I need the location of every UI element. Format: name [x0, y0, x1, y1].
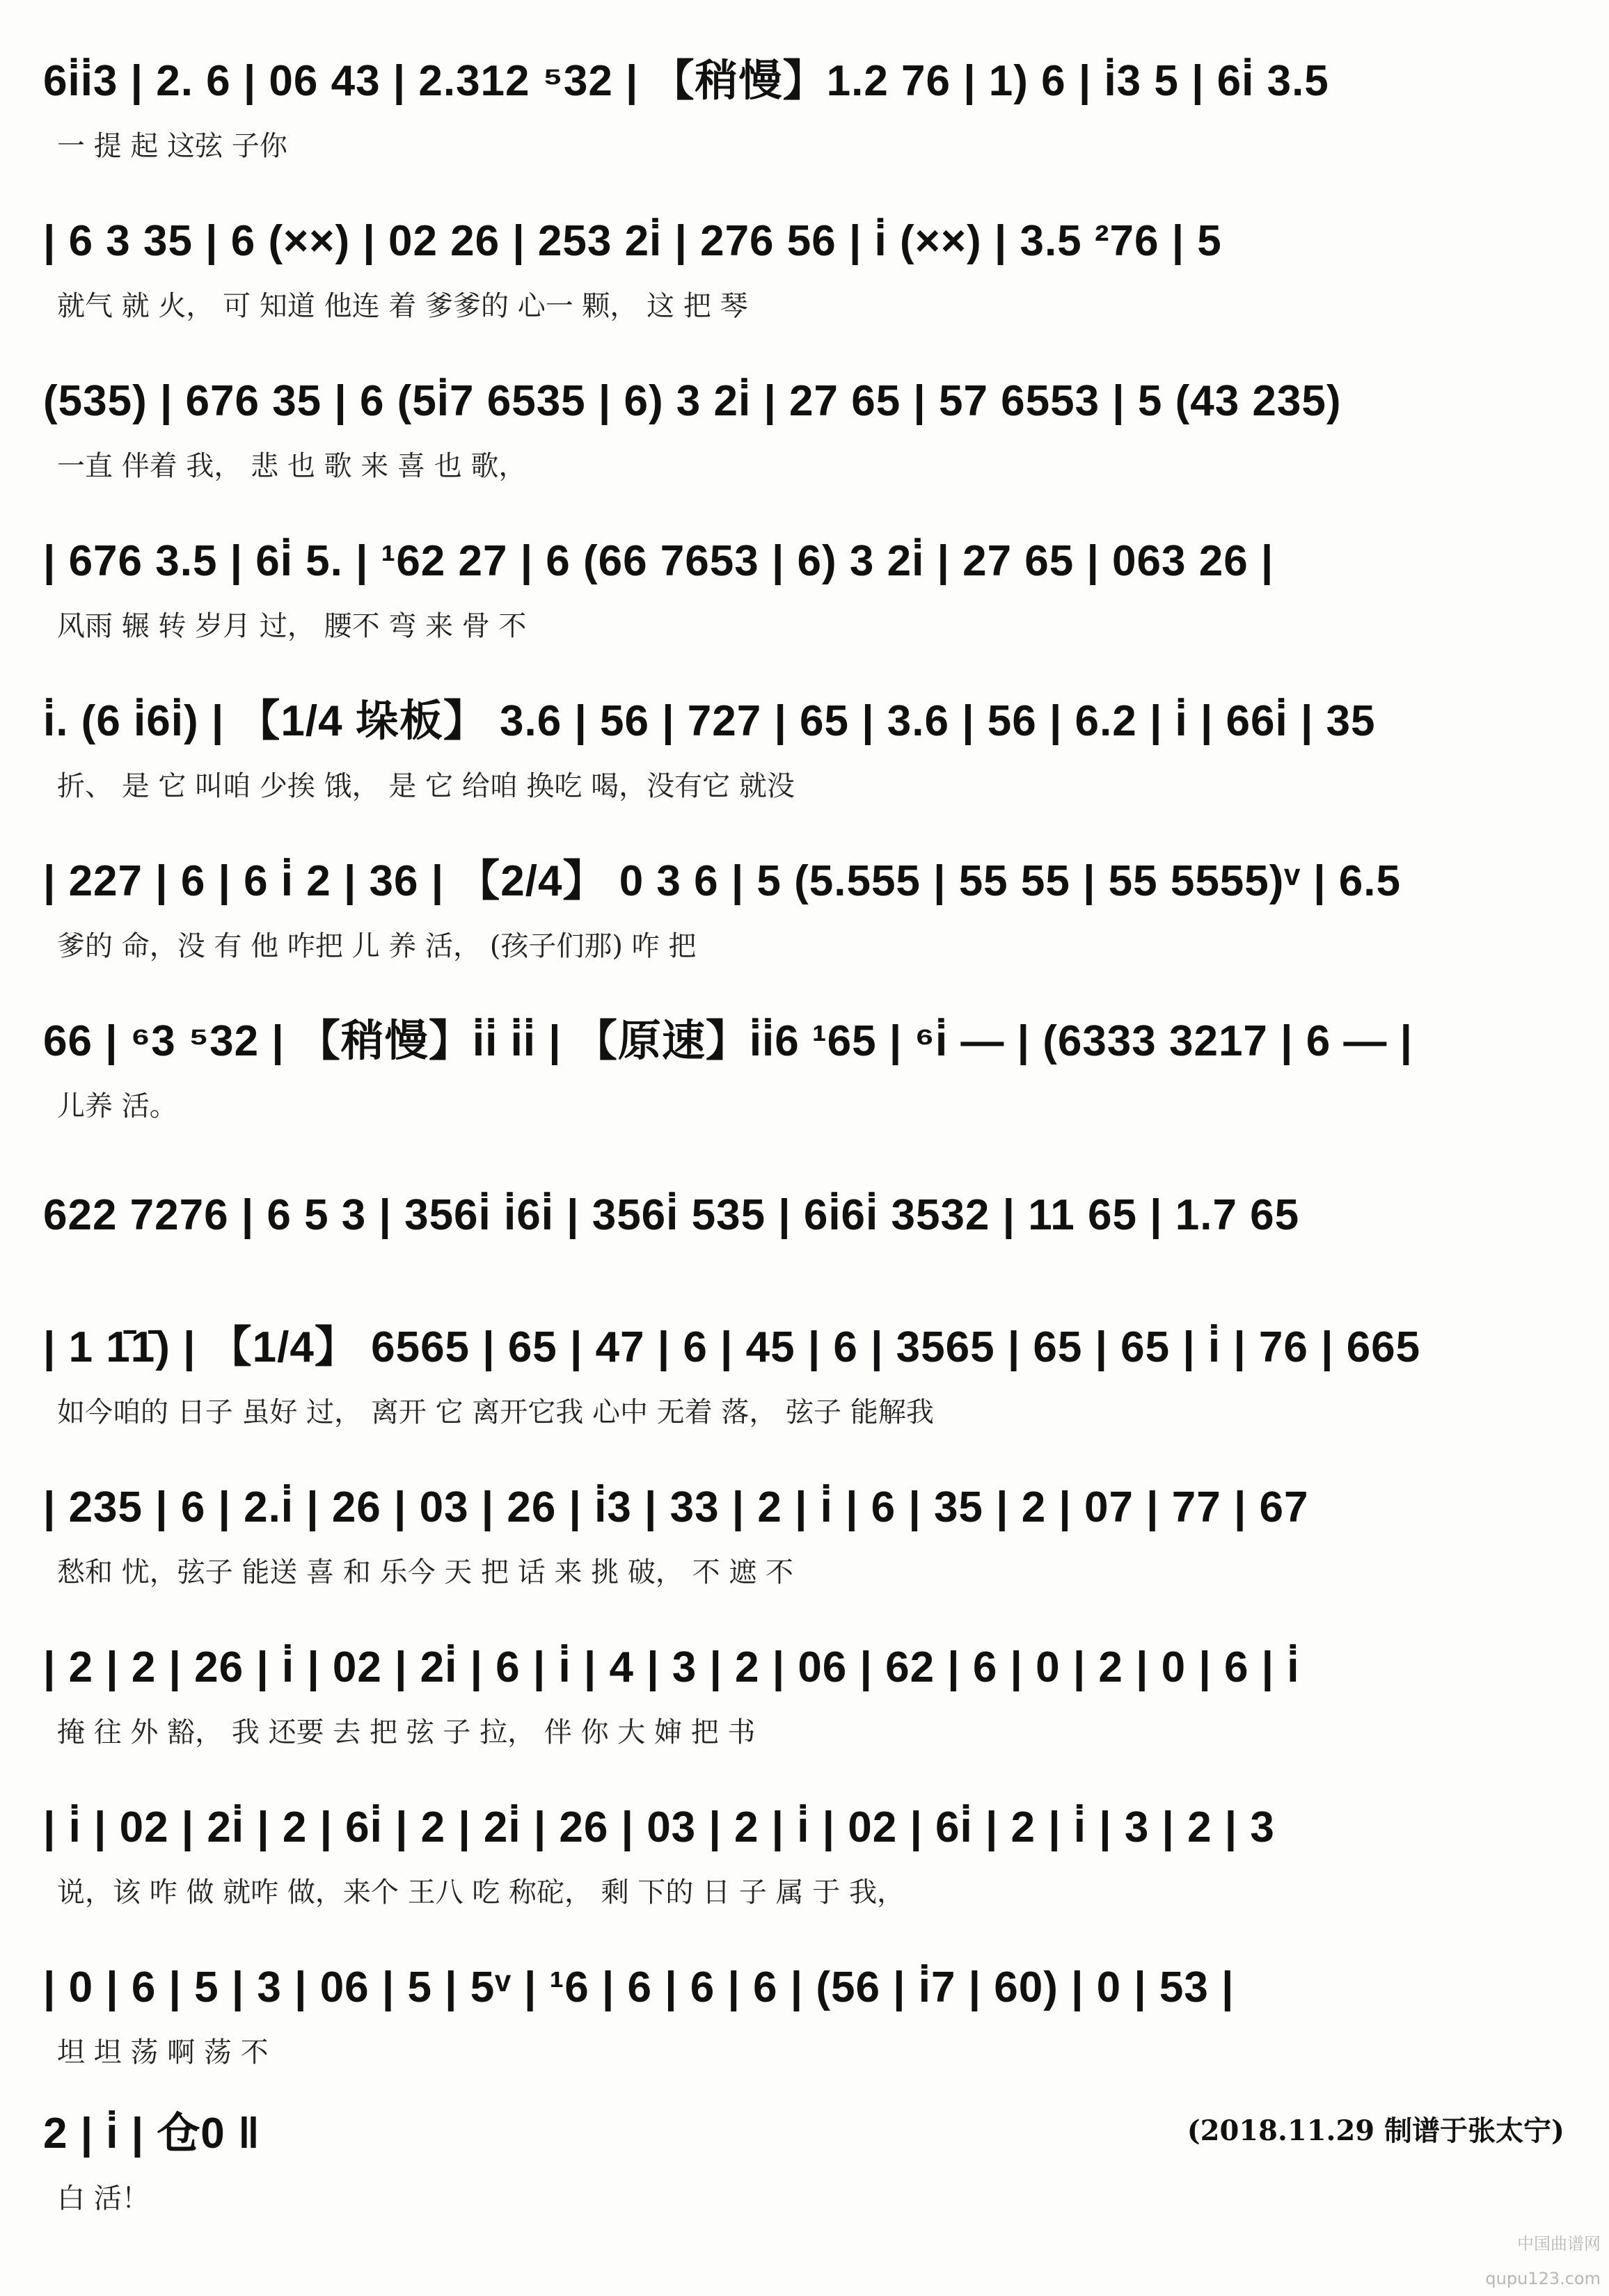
- score-system: [43, 1309, 1567, 1462]
- notation-line: | 6 3 35 | 6 (××) | 02 26 | 253 2i̇ | 276 56 | i̇ (××) | 3.5 ²76 | 5: [43, 217, 1222, 265]
- site-watermark: 中国曲谱网 qupu123.com: [1485, 2234, 1601, 2288]
- notation-line: | 227 | 6 | 6 i̇ 2 | 36 | 【2/4】 0 3 6 | 5 (5.555 | 55 55 | 55 5555)ᵛ | 6.5: [43, 857, 1401, 905]
- score-system: [43, 363, 1567, 516]
- lyrics-line: 愁和 忧，弦子 能送 喜 和 乐今 天 把 话 来 挑 破， 不 遮 不: [57, 1556, 794, 1588]
- score-system: [43, 1003, 1567, 1156]
- lyrics-line: 爹的 命，没 有 他 咋把 儿 养 活， (孩子们那) 咋 把: [57, 930, 697, 962]
- notation-line: | 1 1̄1̄) | 【1/4】 6565 | 65 | 47 | 6 | 45 | 6 | 3565 | 65 | 65 | i̇ | 76 | 665: [43, 1323, 1421, 1371]
- notation-line: i̇. (6 i̇6i̇) | 【1/4 垛板】 3.6 | 56 | 727 | 65 | 3.6 | 56 | 6.2 | i̇ | 66i̇ | 35: [43, 697, 1376, 745]
- notation-line: 6i̇i̇3 | 2. 6 | 06 43 | 2.312 ⁵32 | 【稍慢】1.2 76 | 1) 6 | i̇3 5 | 6i̇ 3.5: [43, 57, 1329, 105]
- score-system: [43, 2096, 1017, 2249]
- score-system: [43, 1950, 1567, 2103]
- lyrics-line: 风雨 辗 转 岁月 过， 腰不 弯 来 骨 不: [57, 610, 527, 642]
- lyrics-line: 儿养 活。: [57, 1090, 177, 1122]
- notation-line: 2 | i̇ | 仓0 ‖: [43, 2110, 260, 2158]
- lyrics-line: 如今咱的 日子 虽好 过， 离开 它 离开它我 心中 无着 落， 弦子 能解我: [57, 1396, 934, 1428]
- lyrics-line: 坦 坦 荡 啊 荡 不: [57, 2036, 269, 2068]
- score-system: [43, 523, 1567, 676]
- score-system: [43, 1469, 1567, 1623]
- lyrics-line: [57, 1259, 1567, 1301]
- notation-line: (535) | 676 35 | 6 (5i̇7 6535 | 6) 3 2i̇ | 27 65 | 57 6553 | 5 (43 235): [43, 377, 1342, 425]
- notation-line: | 235 | 6 | 2.i̇ | 26 | 03 | 26 | i̇3 | 33 | 2 | i̇ | 6 | 35 | 2 | 07 | 77 | 67: [43, 1483, 1309, 1531]
- lyrics-line: 就气 就 火， 可 知道 他连 着 爹爹的 心一 颗， 这 把 琴: [57, 290, 748, 322]
- lyrics-line: 说，该 咋 做 就咋 做，来个 王八 吃 称砣， 剩 下的 日 子 属 于 我，: [57, 1876, 905, 1908]
- lyrics-line: 一直 伴着 我， 悲 也 歌 来 喜 也 歌，: [57, 450, 527, 482]
- lyrics-line: 白 活！: [57, 2183, 150, 2215]
- lyrics-line: 掩 往 外 豁， 我 还要 去 把 弦 子 拉， 伴 你 大 婶 把 书: [57, 1716, 756, 1748]
- score-system: [43, 843, 1567, 996]
- score-system: [43, 203, 1567, 356]
- score-credit: (2018.11.29 制谱于张太宁): [1187, 2114, 1564, 2147]
- score-system: [43, 1789, 1567, 1943]
- score-system: [43, 1629, 1567, 1783]
- notation-line: | i̇ | 02 | 2i̇ | 2 | 6i̇ | 2 | 2i̇ | 26 | 03 | 2 | i̇ | 02 | 6i̇ | 2 | i̇ | 3 | 2 | 3: [43, 1803, 1275, 1851]
- lyrics-line: 一 提 起 这弦 子你: [57, 130, 287, 162]
- notation-line: 66 | ⁶3 ⁵32 | 【稍慢】i̇i̇ i̇i̇ | 【原速】i̇i̇6 ¹65 | ⁶i̇ — | (6333 3217 | 6 — |: [43, 1017, 1413, 1065]
- notation-line: | 676 3.5 | 6i̇ 5. | ¹62 27 | 6 (66 7653 | 6) 3 2i̇ | 27 65 | 063 26 |: [43, 537, 1274, 585]
- score-system: [43, 43, 1567, 196]
- score-system: [43, 1177, 1567, 1330]
- notation-line: 622 7276 | 6 5 3 | 356i̇ i̇6i̇ | 356i̇ 535 | 6i̇6i̇ 3532 | 11 65 | 1.7 65: [43, 1191, 1300, 1239]
- score-system: [43, 683, 1567, 836]
- notation-line: | 0 | 6 | 5 | 3 | 06 | 5 | 5ᵛ | ¹6 | 6 | 6 | 6 | (56 | i̇7 | 60) | 0 | 53 |: [43, 1963, 1235, 2011]
- notation-line: | 2 | 2 | 26 | i̇ | 02 | 2i̇ | 6 | i̇ | 4 | 3 | 2 | 06 | 62 | 6 | 0 | 2 | 0 | 6 | i̇: [43, 1643, 1300, 1691]
- lyrics-line: 折、 是 它 叫咱 少挨 饿， 是 它 给咱 换吃 喝，没有它 就没: [57, 770, 795, 802]
